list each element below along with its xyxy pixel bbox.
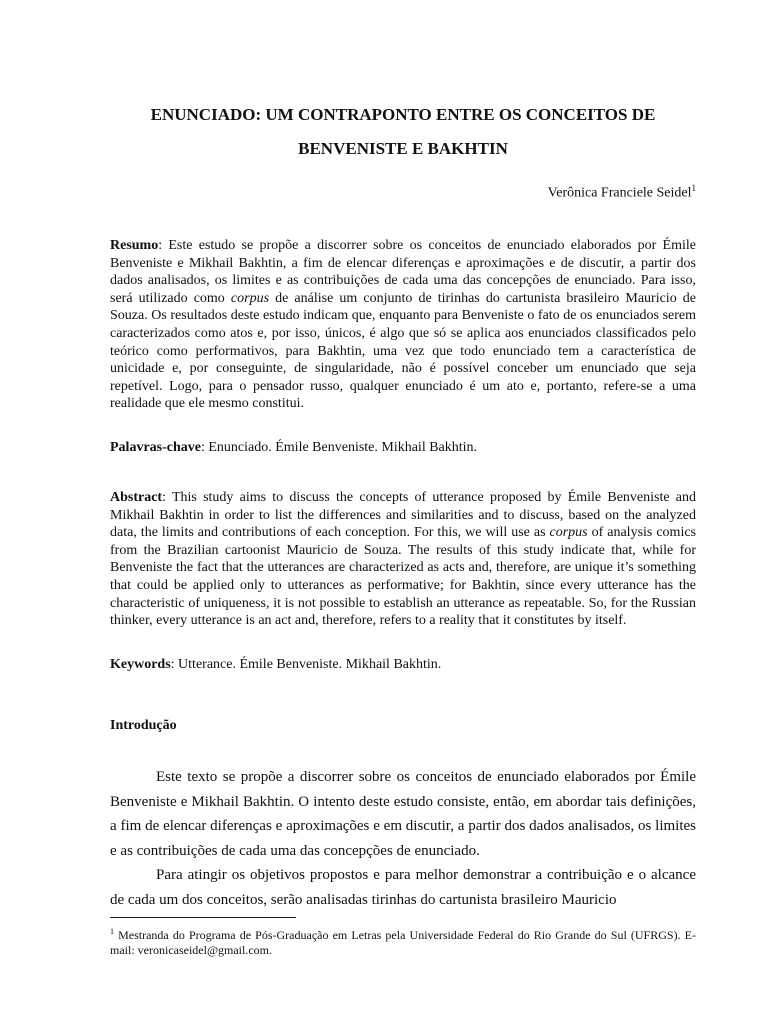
palavras-chave-paragraph	[110, 439, 696, 457]
introducao-paragraph-2: Para atingir os objetivos propostos e para melhor demonstrar a contribuição e o alcance de cada um dos conceitos, serão analisadas tirinhas do cartunista brasileiro Mauricio	[110, 867, 696, 908]
abstract-text-a: : This study aims to discuss the concepts of utterance proposed by Émile Benveniste and Mikhail Bakhtin in order to list the differences and similarities and to discuss, based on the analyzed data, the limits and contributions of each conception. For this, we will use as	[110, 490, 696, 541]
footnote-text: Mestranda do Programa de Pós-Graduação em Letras pela Universidade Federal do Rio Grande do Sul (UFRGS). E-mail: veronicaseidel@gmail.com.	[110, 928, 696, 957]
footnote-divider	[110, 917, 296, 918]
keywords-paragraph	[110, 656, 696, 674]
resumo-label: Resumo	[110, 238, 159, 253]
paper-title	[110, 98, 696, 166]
section-heading-introducao: Introdução	[110, 718, 177, 733]
footnote	[110, 924, 696, 958]
resumo-paragraph	[110, 237, 696, 413]
palavras-chave-text: : Enunciado. Émile Benveniste. Mikhail Bakhtin.	[200, 440, 478, 455]
resumo-italic: corpus	[230, 290, 270, 306]
author-footnote-mark: 1	[691, 183, 696, 193]
title-line-1: ENUNCIADO: UM CONTRAPONTO ENTRE OS CONCEITOS DE	[150, 105, 656, 124]
abstract-text-b: of analysis comics from the Brazilian cartoonist Mauricio de Souza. The results of this study indicate that, while for Benveniste the fact that the utterances are characterized as acts and, therefore, are unique it’s something that could be applied only to utterances as performative; for Bakhtin, since every utterance has the characteristic of uniqueness, it is not possible to establish an utterance as repeatable. So, for the Russian thinker, every utterance is an act and, therefore, refers to a reality that it constitutes by itself.	[110, 525, 696, 629]
introducao-paragraph-1: Este texto se propõe a discorrer sobre os conceitos de enunciado elaborados por Émile Benveniste e Mikhail Bakhtin. O intento deste estudo consiste, então, em abordar tais definições, a fim de elencar diferenças e aproximações e em discutir, a partir dos dados analisados, os limites e as contribuições de cada uma das concepções de enunciado.	[110, 769, 696, 859]
keywords-text: : Utterance. Émile Benveniste. Mikhail Bakhtin.	[170, 657, 442, 672]
introducao-body	[110, 765, 696, 912]
palavras-chave-label: Palavras-chave	[110, 440, 201, 455]
title-line-2: BENVENISTE E BAKHTIN	[298, 139, 508, 158]
abstract-label: Abstract	[110, 490, 163, 505]
keywords-label: Keywords	[110, 657, 171, 672]
author-name: Verônica Franciele Seidel	[547, 185, 692, 201]
resumo-text-b: de análise um conjunto de tirinhas do cartunista brasileiro Mauricio de Souza. Os resultados deste estudo indicam que, enquanto para Benveniste o fato de os enunciados serem caracterizados como atos e, por isso, únicos, é algo que só se aplica aos enunciados classificados pelo teórico como performativos, para Bakhtin, uma vez que todo enunciado tem a característica de unicidade e, por conseguinte, de singularidade, não é possível conceber um enunciado que seja repetível. Logo, para o pensador russo, qualquer enunciado é um ato e, portanto, refere-se a uma realidade que ele mesmo constitui.	[110, 290, 696, 412]
abstract-paragraph	[110, 489, 696, 630]
footnote-mark: 1	[110, 927, 114, 936]
abstract-italic: corpus	[549, 525, 588, 541]
resumo-text-a: : Este estudo se propõe a discorrer sobre os conceitos de enunciado elaborados por Émile Benveniste e Mikhail Bakhtin, a fim de elencar diferenças e aproximações e de discutir, a partir dos dados analisados, os limites e as contribuições de cada uma das concepções de enunciado. Para isso, será utilizado como	[110, 238, 696, 306]
author-line	[548, 183, 696, 202]
